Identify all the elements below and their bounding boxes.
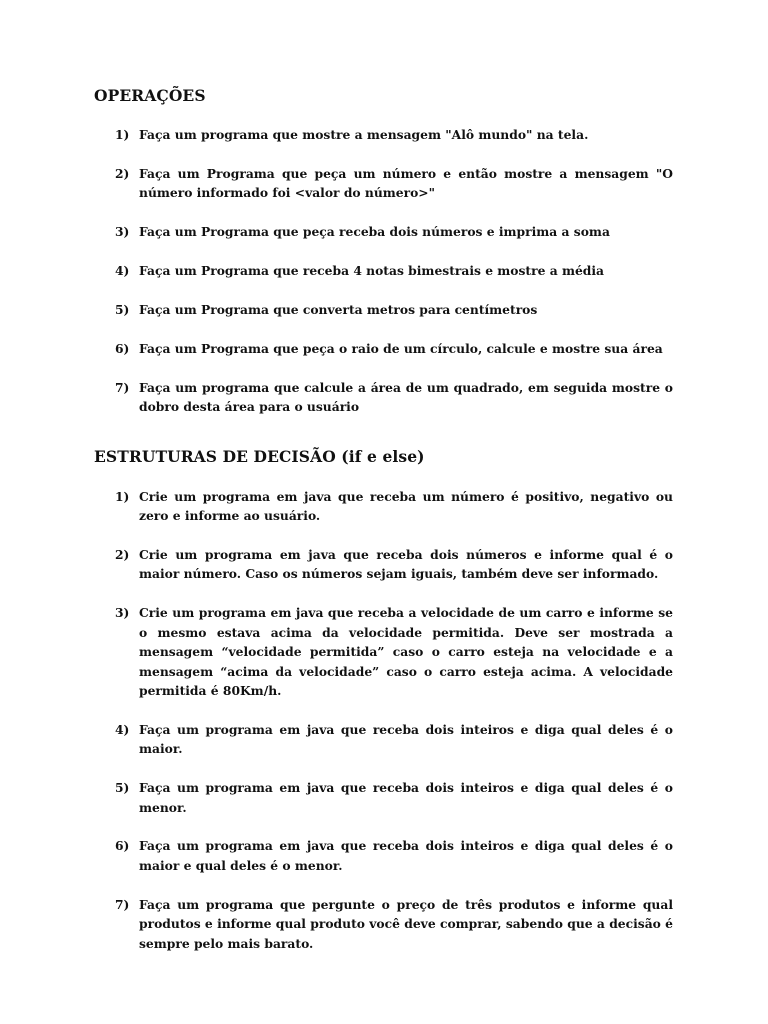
item-text: Faça um programa que mostre a mensagem "Alô mundo" na tela. [139,127,589,142]
section-title: ESTRUTURAS DE DECISÃO (if e else) [94,446,425,466]
item-text: Faça um Programa que peça o raio de um círculo, calcule e mostre sua área [139,340,663,356]
item-number: 4) [115,721,130,737]
list-item [94,545,674,584]
item-text: Faça um Programa que peça um número e então mostre a mensagem "O número informado foi <valor do número>" [139,165,673,201]
item-text: Faça um Programa que receba 4 notas bimestrais e mostre a média [139,263,605,279]
exercise-list [94,487,674,953]
item-number: 2) [115,165,130,181]
list-item [94,261,674,280]
item-number: 6) [115,340,130,356]
section-estruturas-de-decisao [94,447,674,953]
item-text: Faça um programa em java que receba dois inteiros e diga qual deles é o maior. [139,721,673,757]
list-item [94,300,674,319]
item-number: 1) [115,488,130,504]
item-text: Faça um programa que pergunte o preço de três produtos e informe qual produtos e informe qual produto você deve comprar, sabendo que a decisão é sempre pelo mais barato. [139,896,673,951]
list-item [94,378,674,417]
item-number: 6) [115,838,130,854]
item-text: Crie um programa em java que receba um número é positivo, negativo ou zero e informe ao usuário. [139,488,673,524]
list-item [94,222,674,241]
item-text: Faça um programa que calcule a área de um quadrado, em seguida mostre o dobro desta área para o usuário [139,379,673,415]
list-item [94,895,674,953]
section-operacoes [94,86,674,417]
item-text: Faça um Programa que peça receba dois números e imprima a soma [139,224,610,240]
item-number: 5) [115,780,130,796]
exercise-list [94,125,674,417]
list-item [94,487,674,526]
list-item [94,164,674,203]
item-number: 7) [115,379,130,395]
item-number: 4) [115,263,130,279]
list-item [94,720,674,759]
item-number: 3) [115,605,130,621]
list-item [94,125,674,144]
item-number: 7) [115,896,130,912]
list-item [94,339,674,358]
item-text: Crie um programa em java que receba a velocidade de um carro e informe se o mesmo estava acima da velocidade permitida. Deve ser mostrada a mensagem “velocidade permitida” caso o carro esteja na velocidade e a mensagem “acima da velocidade” caso o carro esteja acima. A velocidade permitida é 80Km/h. [139,605,673,698]
item-number: 2) [115,546,130,562]
item-number: 5) [115,302,130,318]
list-item [94,836,674,875]
item-number: 1) [115,127,130,142]
item-text: Faça um Programa que converta metros para centímetros [139,302,538,318]
list-item [94,603,674,700]
item-text: Crie um programa em java que receba dois números e informe qual é o maior número. Caso os números sejam iguais, também deve ser informado. [139,546,673,582]
item-text: Faça um programa em java que receba dois inteiros e diga qual deles é o maior e qual deles é o menor. [139,838,673,873]
section-title: OPERAÇÕES [94,86,206,105]
list-item [94,778,674,817]
item-text: Faça um programa em java que receba dois inteiros e diga qual deles é o menor. [139,780,673,815]
item-number: 3) [115,224,130,240]
